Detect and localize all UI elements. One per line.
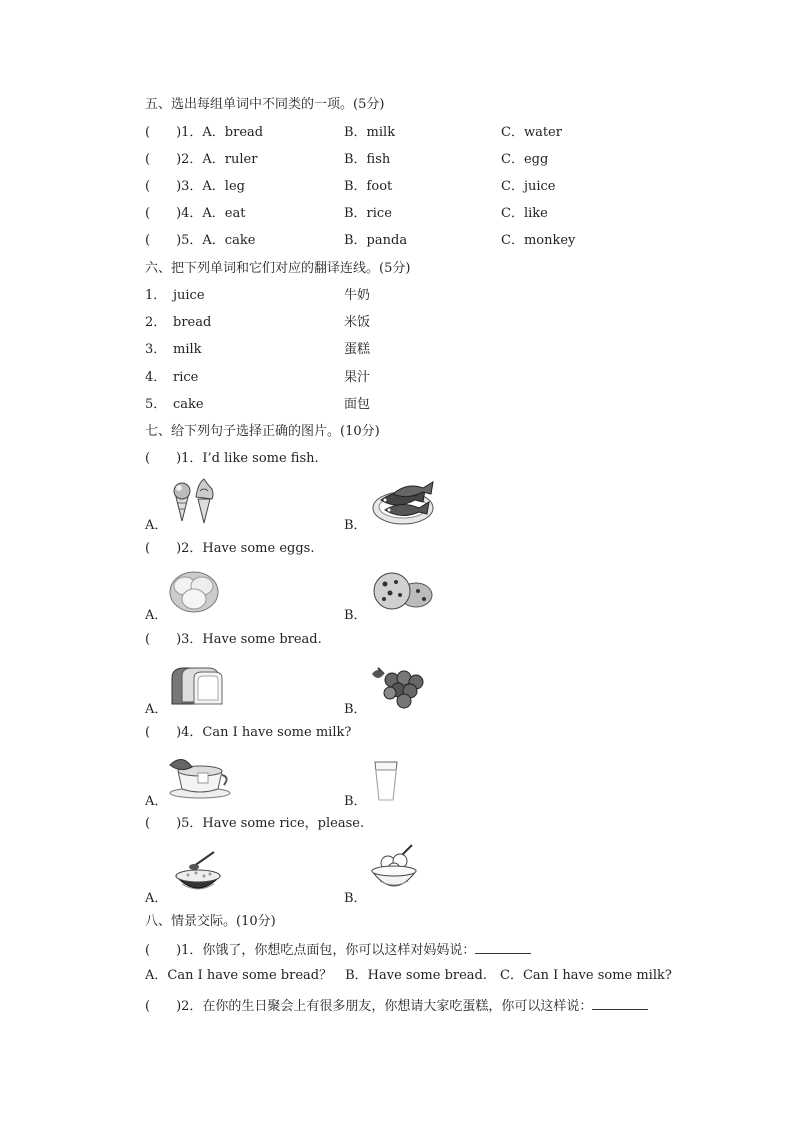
- s6-word5: cake: [173, 397, 204, 412]
- s8-q2: [145, 997, 648, 1015]
- s6-num3: 3．: [145, 342, 167, 357]
- s7-q5-b-label: B．: [344, 891, 367, 906]
- s8-q1-options: A．Can I have some bread？ B．Have some bread. C．Can I have some milk?: [145, 968, 672, 983]
- section5-title: 五、选出每组单词中不同类的一项。(5分): [145, 97, 385, 112]
- s5-row2-c: C．egg: [501, 152, 549, 167]
- fish-plate-icon: [367, 474, 445, 530]
- s5-row2-b: B．fish: [344, 152, 391, 167]
- ice-cream-icon: [168, 475, 218, 525]
- s6-num4: 4．: [145, 370, 167, 385]
- s6-cn3: 蛋糕: [344, 342, 371, 357]
- s6-cn1: 牛奶: [344, 288, 371, 303]
- s7-q3: ( )3．Have some bread.: [145, 632, 322, 647]
- s6-word2: bread: [173, 315, 212, 330]
- s5-row5-c: C．monkey: [501, 233, 576, 248]
- s6-cn4: 果汁: [344, 370, 371, 385]
- s6-cn5: 面包: [344, 397, 371, 412]
- bread-icon: [168, 662, 224, 708]
- s8-q2-blank[interactable]: [592, 997, 648, 1010]
- s6-cn2: 米饭: [344, 315, 371, 330]
- s6-word4: rice: [173, 370, 199, 385]
- tea-cup-icon: [168, 755, 232, 799]
- s6-num1: 1．: [145, 288, 167, 303]
- s8-q2-text: ( )2．在你的生日聚会上有很多朋友，你想请大家吃蛋糕，你可以这样说：: [145, 999, 593, 1014]
- s6-num2: 2．: [145, 315, 167, 330]
- s8-q1-text: ( )1．你饿了，你想吃点面包，你可以这样对妈妈说：: [145, 943, 476, 958]
- s5-row4-c: C．like: [501, 206, 548, 221]
- s7-q1-a-label: A．: [145, 518, 168, 533]
- s5-row1-b: B．milk: [344, 125, 396, 140]
- s7-q5: ( )5．Have some rice，please.: [145, 816, 365, 831]
- s8-q1: [145, 941, 531, 959]
- grapes-icon: [370, 660, 426, 710]
- s7-q2-b-label: B．: [344, 608, 367, 623]
- s5-row4-b: B．rice: [344, 206, 392, 221]
- s6-word3: milk: [173, 342, 202, 357]
- s7-q3-b-label: B．: [344, 702, 367, 717]
- s5-row5-a: ( )5．A．cake: [145, 233, 256, 248]
- s7-q3-a-label: A．: [145, 702, 168, 717]
- s7-q1: ( )1．I’d like some fish.: [145, 451, 319, 466]
- eggs-icon: [168, 568, 220, 614]
- s6-num5: 5．: [145, 397, 167, 412]
- s7-q2-a-label: A．: [145, 608, 168, 623]
- section8-title: 八、情景交际。(10分): [145, 914, 276, 929]
- s7-q2: ( )2．Have some eggs.: [145, 541, 315, 556]
- s7-q4-b-label: B．: [344, 794, 367, 809]
- rice-bowl-icon: [174, 850, 224, 900]
- s5-row3-b: B．foot: [344, 179, 393, 194]
- cookies-icon: [370, 571, 434, 613]
- section6-title: 六、把下列单词和它们对应的翻译连线。(5分): [145, 261, 411, 276]
- s5-row3-a: ( )3．A．leg: [145, 179, 245, 194]
- s7-q1-b-label: B．: [344, 518, 367, 533]
- s5-row1-c: C．water: [501, 125, 562, 140]
- s7-q4-a-label: A．: [145, 794, 168, 809]
- s5-row4-a: ( )4．A．eat: [145, 206, 246, 221]
- s5-row2-a: ( )2．A．ruler: [145, 152, 258, 167]
- s7-q5-a-label: A．: [145, 891, 168, 906]
- s7-q4: ( )4．Can I have some milk?: [145, 725, 352, 740]
- s8-q1-blank[interactable]: [475, 941, 531, 954]
- s5-row5-b: B．panda: [344, 233, 408, 248]
- s6-word1: juice: [173, 288, 205, 303]
- milk-glass-icon: [371, 760, 401, 802]
- s5-row3-c: C．juice: [501, 179, 556, 194]
- s5-row1-a: ( )1．A．bread: [145, 125, 264, 140]
- section7-title: 七、给下列句子选择正确的图片。(10分): [145, 424, 380, 439]
- dumpling-bowl-icon: [368, 843, 420, 897]
